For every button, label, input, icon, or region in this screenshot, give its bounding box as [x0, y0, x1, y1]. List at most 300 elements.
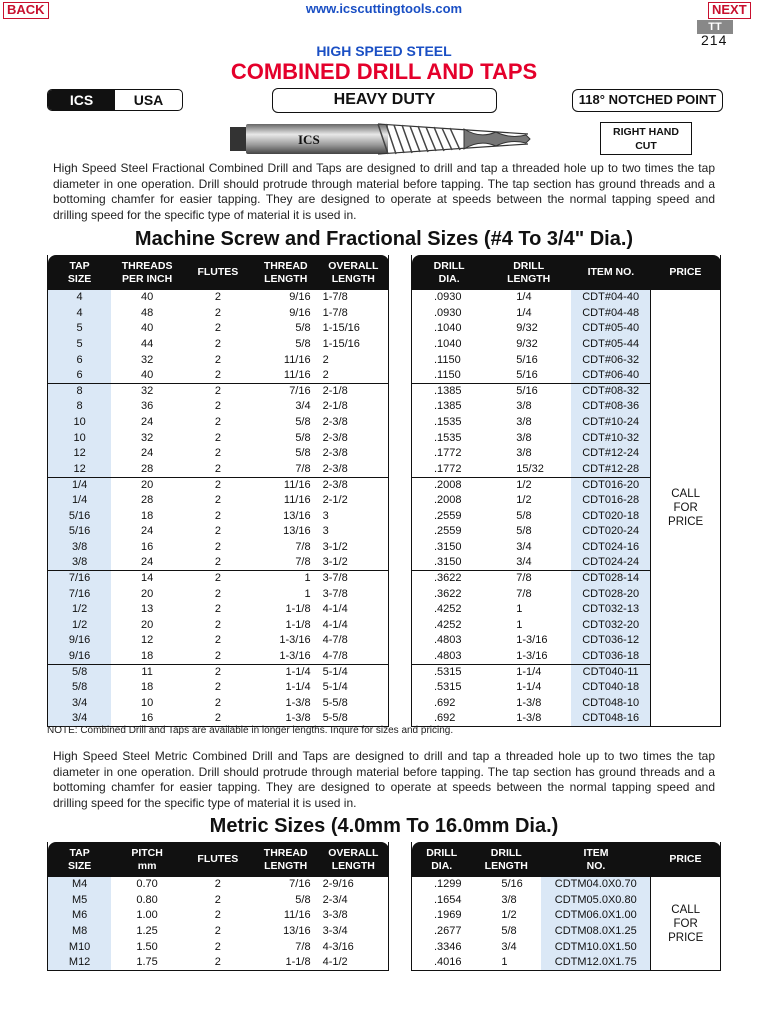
table-cell: 24	[140, 447, 154, 460]
table-cell: 1	[304, 587, 311, 600]
table-cell: 5/8	[516, 525, 532, 538]
table-cell: .1654	[434, 893, 462, 906]
table-cell: 13	[140, 603, 154, 616]
table-cell: 16	[140, 540, 154, 553]
table-cell: CDT048-16	[571, 711, 651, 727]
table-cell: CDT#05-44	[571, 337, 651, 353]
table-cell: .1772	[434, 447, 462, 460]
table-cell: 18	[140, 509, 154, 522]
table-row	[48, 602, 389, 618]
table-row	[412, 290, 721, 306]
table-cell: 1-1/4	[516, 681, 542, 694]
table-cell: 5-1/4	[322, 681, 348, 694]
table-cell: .1150	[434, 369, 461, 382]
table-cell: 0.70	[136, 878, 158, 891]
price-text-line: CALL	[671, 903, 701, 916]
table-cell: 5-5/8	[322, 696, 348, 709]
table-cell: 2	[183, 571, 253, 587]
column-header-line: LENGTH	[264, 859, 308, 872]
table-cell: 11/16	[253, 477, 319, 493]
table-cell: CDT016-20	[571, 477, 651, 493]
table-row	[48, 555, 389, 571]
table-cell: CDT#10-32	[571, 430, 651, 446]
cut-line1: RIGHT HAND	[613, 126, 679, 138]
table-cell: 32	[140, 353, 154, 366]
table-row	[48, 908, 389, 924]
table-row	[48, 446, 389, 462]
column-header	[253, 842, 319, 877]
table-cell: CDT#04-48	[571, 306, 651, 322]
table-row	[48, 571, 389, 587]
table-cell: 8	[48, 384, 112, 400]
table-cell: 1-3/8	[285, 712, 311, 725]
table-row	[48, 508, 389, 524]
table-cell: 2	[214, 400, 221, 413]
table-cell: .3622	[434, 587, 462, 600]
table-cell: 40	[140, 369, 154, 382]
table-cell: 4	[48, 290, 112, 306]
column-header	[471, 842, 541, 877]
table-cell: M4	[48, 877, 112, 893]
table-row	[48, 680, 389, 696]
table-cell: 1-7/8	[322, 306, 348, 319]
table-cell: 0.80	[136, 893, 158, 906]
table-cell: 1.75	[136, 956, 158, 969]
table-cell: 1.25	[136, 925, 158, 938]
table-cell: .1299	[434, 878, 462, 891]
table-cell: 9/32	[516, 338, 538, 351]
column-header-line: LENGTH	[331, 272, 375, 285]
header-row	[48, 842, 389, 877]
brand-right: USA	[133, 92, 164, 108]
table-row	[48, 955, 389, 971]
table-cell: 3/4	[48, 695, 112, 711]
column-header	[651, 842, 721, 877]
table-cell: 2	[214, 540, 221, 553]
table-cell: CDTM04.0X0.70	[541, 877, 651, 893]
table-cell: 5/8	[295, 416, 311, 429]
back-button[interactable]: BACK	[3, 2, 49, 19]
table-cell: 2	[214, 291, 221, 304]
table-cell: 11	[111, 664, 183, 680]
table-cell: 2	[214, 556, 221, 569]
table-cell: 2	[214, 462, 221, 475]
column-header-line: DRILL	[433, 259, 465, 272]
price-text-line: PRICE	[668, 931, 704, 944]
table-cell: 2	[183, 477, 253, 493]
table-cell: 1/2	[516, 494, 532, 507]
table-cell: 1-1/4	[486, 664, 571, 680]
table-cell: 1-1/8	[285, 618, 311, 631]
table-row	[48, 877, 389, 893]
duty-badge: HEAVY DUTY	[272, 88, 497, 113]
metric-heading: Metric Sizes (4.0mm To 16.0mm Dia.)	[209, 815, 559, 837]
table-row	[48, 430, 389, 446]
fractional-heading: Machine Screw and Fractional Sizes (#4 To 3/4" Dia.)	[134, 228, 634, 250]
price-cell	[651, 290, 721, 727]
table-cell: 28	[140, 494, 154, 507]
table-cell: 1/4	[48, 493, 112, 509]
table-cell: 2-3/8	[322, 447, 348, 460]
table-cell: 1	[516, 603, 523, 616]
table-cell: .1535	[434, 416, 462, 429]
column-header-line: FLUTES	[197, 853, 239, 865]
table-cell: 1/4	[48, 477, 112, 493]
table-cell: 24	[140, 416, 154, 429]
table-cell: 3-3/8	[322, 909, 348, 922]
table-cell: 7/16	[48, 571, 112, 587]
table-cell: 1/4	[516, 291, 532, 304]
table-cell: 2	[214, 509, 221, 522]
table-cell: 3/8	[516, 431, 532, 444]
page-number: 214	[701, 32, 728, 48]
table-cell: CDTM06.0X1.00	[541, 908, 651, 924]
table-cell: 2	[322, 353, 329, 366]
table-cell: 3-3/4	[322, 925, 348, 938]
column-header	[541, 842, 651, 877]
table-cell: 2	[214, 940, 221, 953]
table-cell: 7/16	[289, 878, 311, 891]
price-text-line: CALL	[671, 488, 701, 501]
column-header	[48, 842, 112, 877]
fractional-description: High Speed Steel Fractional Combined Drill and Taps are designed to drill and tap a threaded hole up to two times the tap diameter in one operation. Drill should protrude through material before tapping. The tap section has ground threads and a bottoming chamfer for easier tapping. They are designed to operate at speeds between the normal tapping speed and drilling speed for the specific type of material it is used in.	[53, 161, 715, 222]
table-cell: 1-1/4	[253, 664, 319, 680]
table-cell: 20	[111, 477, 183, 493]
table-cell: 2-3/8	[322, 431, 348, 444]
table-cell: 2	[214, 525, 221, 538]
table-cell: 2-3/8	[322, 416, 348, 429]
header-row	[48, 255, 389, 290]
table-cell: 10	[48, 415, 112, 431]
table-row	[48, 290, 389, 306]
column-header-line: DIA.	[431, 859, 453, 872]
column-header-line: DIA.	[438, 272, 460, 285]
table-cell: 2	[214, 431, 221, 444]
table-cell: 5/8	[516, 509, 532, 522]
column-header-line: THREADS	[121, 259, 173, 272]
table-cell: 4	[48, 306, 112, 322]
column-header-line: TAP	[69, 846, 90, 859]
table-cell: 3-1/2	[322, 540, 348, 553]
price-text-line: PRICE	[668, 516, 704, 529]
table-cell: 14	[111, 571, 183, 587]
table-row	[48, 306, 389, 322]
column-header-line: PRICE	[669, 853, 702, 865]
table-cell: .2008	[412, 477, 487, 493]
page-subtitle: HIGH SPEED STEEL	[316, 43, 452, 59]
table-cell: .3346	[434, 940, 462, 953]
table-cell: 36	[140, 400, 154, 413]
table-cell: .692	[434, 696, 456, 709]
table-cell: 1-3/16	[516, 634, 548, 647]
table-cell: .1772	[434, 462, 462, 475]
column-header	[111, 842, 183, 877]
table-cell: 11/16	[283, 369, 311, 382]
table-cell: 9/32	[516, 322, 538, 335]
table-cell: 3/4	[295, 400, 311, 413]
table-cell: 44	[140, 338, 154, 351]
column-header-line: THREAD	[263, 846, 308, 859]
column-header	[319, 255, 389, 290]
table-cell: 1/2	[501, 909, 517, 922]
table-cell: 5-1/4	[319, 664, 389, 680]
table-cell: 2-1/2	[322, 494, 348, 507]
table-cell: 7/8	[486, 571, 571, 587]
table-cell: 1-7/8	[322, 291, 348, 304]
table-cell: 4-1/4	[322, 603, 348, 616]
table-cell: 2-1/8	[319, 384, 389, 400]
table-cell: 3-1/2	[322, 556, 348, 569]
table-cell: 24	[140, 556, 154, 569]
table-cell: CDTM08.0X1.25	[541, 924, 651, 940]
header-row	[412, 255, 721, 290]
table-cell: 40	[140, 291, 154, 304]
table-cell: 5/8	[295, 338, 311, 351]
table-cell: CDT#04-40	[571, 290, 651, 306]
table-cell: .0930	[434, 306, 462, 319]
table-cell: CDT#06-40	[571, 368, 651, 384]
table-cell: 3/8	[501, 893, 517, 906]
table-cell: 5/8	[48, 664, 112, 680]
table-cell: CDTM12.0X1.75	[541, 955, 651, 971]
table-cell: 5/8	[295, 431, 311, 444]
table-cell: 1	[253, 571, 319, 587]
website-url[interactable]: www.icscuttingtools.com	[305, 1, 463, 16]
column-header-line: OVERALL	[328, 846, 379, 859]
table-row	[48, 617, 389, 633]
table-cell: CDT#12-24	[571, 446, 651, 462]
table-cell: .1040	[434, 322, 462, 335]
table-cell: 5	[48, 321, 112, 337]
table-cell: 2-1/8	[322, 400, 348, 413]
table-cell: 1/4	[516, 306, 532, 319]
table-cell: 1/2	[48, 617, 112, 633]
table-cell: .4803	[434, 649, 462, 662]
table-cell: 3/4	[516, 540, 532, 553]
table-cell: 2	[214, 925, 221, 938]
table-cell: 3/8	[48, 555, 112, 571]
table-cell: 12	[48, 462, 112, 478]
table-cell: 9/16	[48, 649, 112, 665]
table-cell: 2	[214, 878, 221, 891]
table-cell: CDT020-18	[571, 508, 651, 524]
column-header-line: LENGTH	[264, 272, 308, 285]
column-header	[183, 842, 253, 877]
table-row	[48, 477, 389, 493]
column-header	[571, 255, 651, 290]
table-cell: 2-3/4	[322, 893, 348, 906]
column-header-line: THREAD	[263, 259, 308, 272]
table-cell: 1-3/16	[516, 649, 548, 662]
table-cell: 1-3/16	[279, 649, 311, 662]
table-row	[48, 368, 389, 384]
table-cell: 11/16	[283, 909, 311, 922]
table-row	[48, 924, 389, 940]
table-cell: CDT020-24	[571, 524, 651, 540]
section-tag: TT	[697, 20, 733, 34]
table-cell: CDT028-20	[571, 586, 651, 602]
table-cell: CDT036-12	[571, 633, 651, 649]
column-header	[253, 255, 319, 290]
table-cell: CDT040-11	[571, 664, 651, 680]
table-cell: 11/16	[283, 494, 311, 507]
table-cell: 5/16	[48, 508, 112, 524]
table-cell: 2	[214, 338, 221, 351]
table-cell: .1385	[434, 400, 462, 413]
table-cell: 3/8	[48, 540, 112, 556]
table-cell: 1-3/8	[516, 712, 542, 725]
price-text-line: FOR	[673, 502, 698, 515]
table-cell: 15/32	[516, 462, 544, 475]
table-cell: 16	[140, 712, 154, 725]
column-header	[412, 255, 487, 290]
table-row	[48, 524, 389, 540]
column-header-line: NO.	[586, 859, 606, 872]
table-cell: 7/8	[295, 940, 311, 953]
point-badge: 118° NOTCHED POINT	[572, 89, 723, 112]
next-button[interactable]: NEXT	[708, 2, 751, 19]
column-header	[111, 255, 183, 290]
table-row	[48, 893, 389, 909]
table-cell: M8	[48, 924, 112, 940]
table-cell: .1040	[434, 338, 462, 351]
table-row	[48, 664, 389, 680]
table-cell: 5/16	[486, 384, 571, 400]
table-cell: CDT#05-40	[571, 321, 651, 337]
tool-label: ICS	[298, 132, 320, 147]
table-cell: 1/2	[48, 602, 112, 618]
table-cell: 1-3/8	[285, 696, 311, 709]
page-title: COMBINED DRILL AND TAPS	[230, 59, 538, 84]
table-cell: 2-3/8	[322, 462, 348, 475]
table-cell: 2	[214, 603, 221, 616]
table-cell: 32	[140, 431, 154, 444]
table-cell: .1385	[412, 384, 487, 400]
table-cell: .5315	[434, 681, 462, 694]
table-cell: .2677	[434, 925, 462, 938]
table-cell: 5/8	[295, 322, 311, 335]
table-cell: 20	[140, 587, 154, 600]
table-cell: 2	[214, 416, 221, 429]
column-header-line: LENGTH	[484, 859, 528, 872]
table-cell: 3/4	[516, 556, 532, 569]
table-row	[412, 877, 721, 893]
table-cell: 1.00	[136, 909, 158, 922]
table-cell: 2	[214, 587, 221, 600]
column-header-line: DRILL	[513, 259, 545, 272]
table-cell: 12	[48, 446, 112, 462]
table-cell: .1969	[434, 909, 462, 922]
fractional-item-table	[411, 255, 721, 727]
table-cell: 24	[140, 525, 154, 538]
table-cell: 9/16	[289, 291, 311, 304]
table-cell: .0930	[434, 291, 462, 304]
table-cell: .1150	[434, 353, 461, 366]
table-cell: 5-5/8	[322, 712, 348, 725]
table-cell: 1-3/8	[516, 696, 542, 709]
table-cell: 32	[111, 384, 183, 400]
table-cell: 2	[214, 893, 221, 906]
table-cell: .4252	[434, 603, 462, 616]
table-cell: 5/8	[501, 925, 517, 938]
table-cell: 2	[214, 696, 221, 709]
table-cell: 1-15/16	[322, 338, 360, 351]
column-header	[183, 255, 253, 290]
metric-spec-table	[47, 842, 389, 971]
table-cell: M6	[48, 908, 112, 924]
table-cell: 1-1/8	[285, 603, 311, 616]
table-cell: .2008	[434, 494, 462, 507]
table-cell: M5	[48, 893, 112, 909]
table-cell: 3-7/8	[322, 587, 348, 600]
table-cell: 10	[48, 430, 112, 446]
price-text-line: FOR	[673, 917, 698, 930]
column-header	[412, 842, 472, 877]
table-cell: 1	[516, 618, 523, 631]
column-header-line: OVERALL	[328, 259, 379, 272]
table-cell: .3622	[412, 571, 487, 587]
table-cell: .4252	[434, 618, 462, 631]
table-cell: 1.50	[136, 940, 158, 953]
table-cell: CDT#10-24	[571, 415, 651, 431]
table-cell: 2	[214, 956, 221, 969]
brand-badge	[47, 89, 183, 111]
column-header-line: SIZE	[67, 859, 92, 872]
table-cell: 5/16	[48, 524, 112, 540]
table-cell: 5/16	[501, 878, 523, 891]
table-cell: M10	[48, 939, 112, 955]
table-cell: .5315	[412, 664, 487, 680]
column-header	[319, 842, 389, 877]
drill-tap-image	[228, 118, 533, 160]
table-row	[48, 540, 389, 556]
table-row	[48, 384, 389, 400]
table-cell: CDT#12-28	[571, 462, 651, 478]
table-cell: 1-15/16	[322, 322, 360, 335]
table-cell: 7/8	[516, 587, 532, 600]
table-cell: 28	[140, 462, 154, 475]
cut-line2: CUT	[635, 140, 657, 152]
table-cell: 3/8	[516, 400, 532, 413]
table-cell: 2	[214, 618, 221, 631]
table-cell: 5/8	[295, 447, 311, 460]
table-cell: CDT048-10	[571, 695, 651, 711]
table-row	[48, 321, 389, 337]
table-cell: 48	[140, 306, 154, 319]
table-cell: 3/4	[48, 711, 112, 727]
table-cell: 2	[214, 712, 221, 725]
table-row	[48, 462, 389, 478]
table-cell: 9/16	[48, 633, 112, 649]
table-cell: 2	[214, 306, 221, 319]
table-row	[48, 633, 389, 649]
table-cell: 7/8	[295, 540, 311, 553]
table-cell: CDT032-13	[571, 602, 651, 618]
column-header-line: ITEM NO.	[587, 266, 635, 278]
table-cell: 2	[214, 353, 221, 366]
table-cell: 1/2	[486, 477, 571, 493]
table-row	[48, 415, 389, 431]
table-cell: .2559	[434, 509, 462, 522]
note-text: NOTE: Combined Drill and Taps are available in longer lengths. Inqure for sizes and pricing.	[47, 725, 454, 736]
table-cell: 2	[214, 447, 221, 460]
column-header-line: LENGTH	[507, 272, 551, 285]
table-cell: CDT032-20	[571, 617, 651, 633]
table-cell: 2	[214, 369, 221, 382]
table-row	[48, 586, 389, 602]
table-cell: 5/8	[48, 680, 112, 696]
table-cell: 5	[48, 337, 112, 353]
